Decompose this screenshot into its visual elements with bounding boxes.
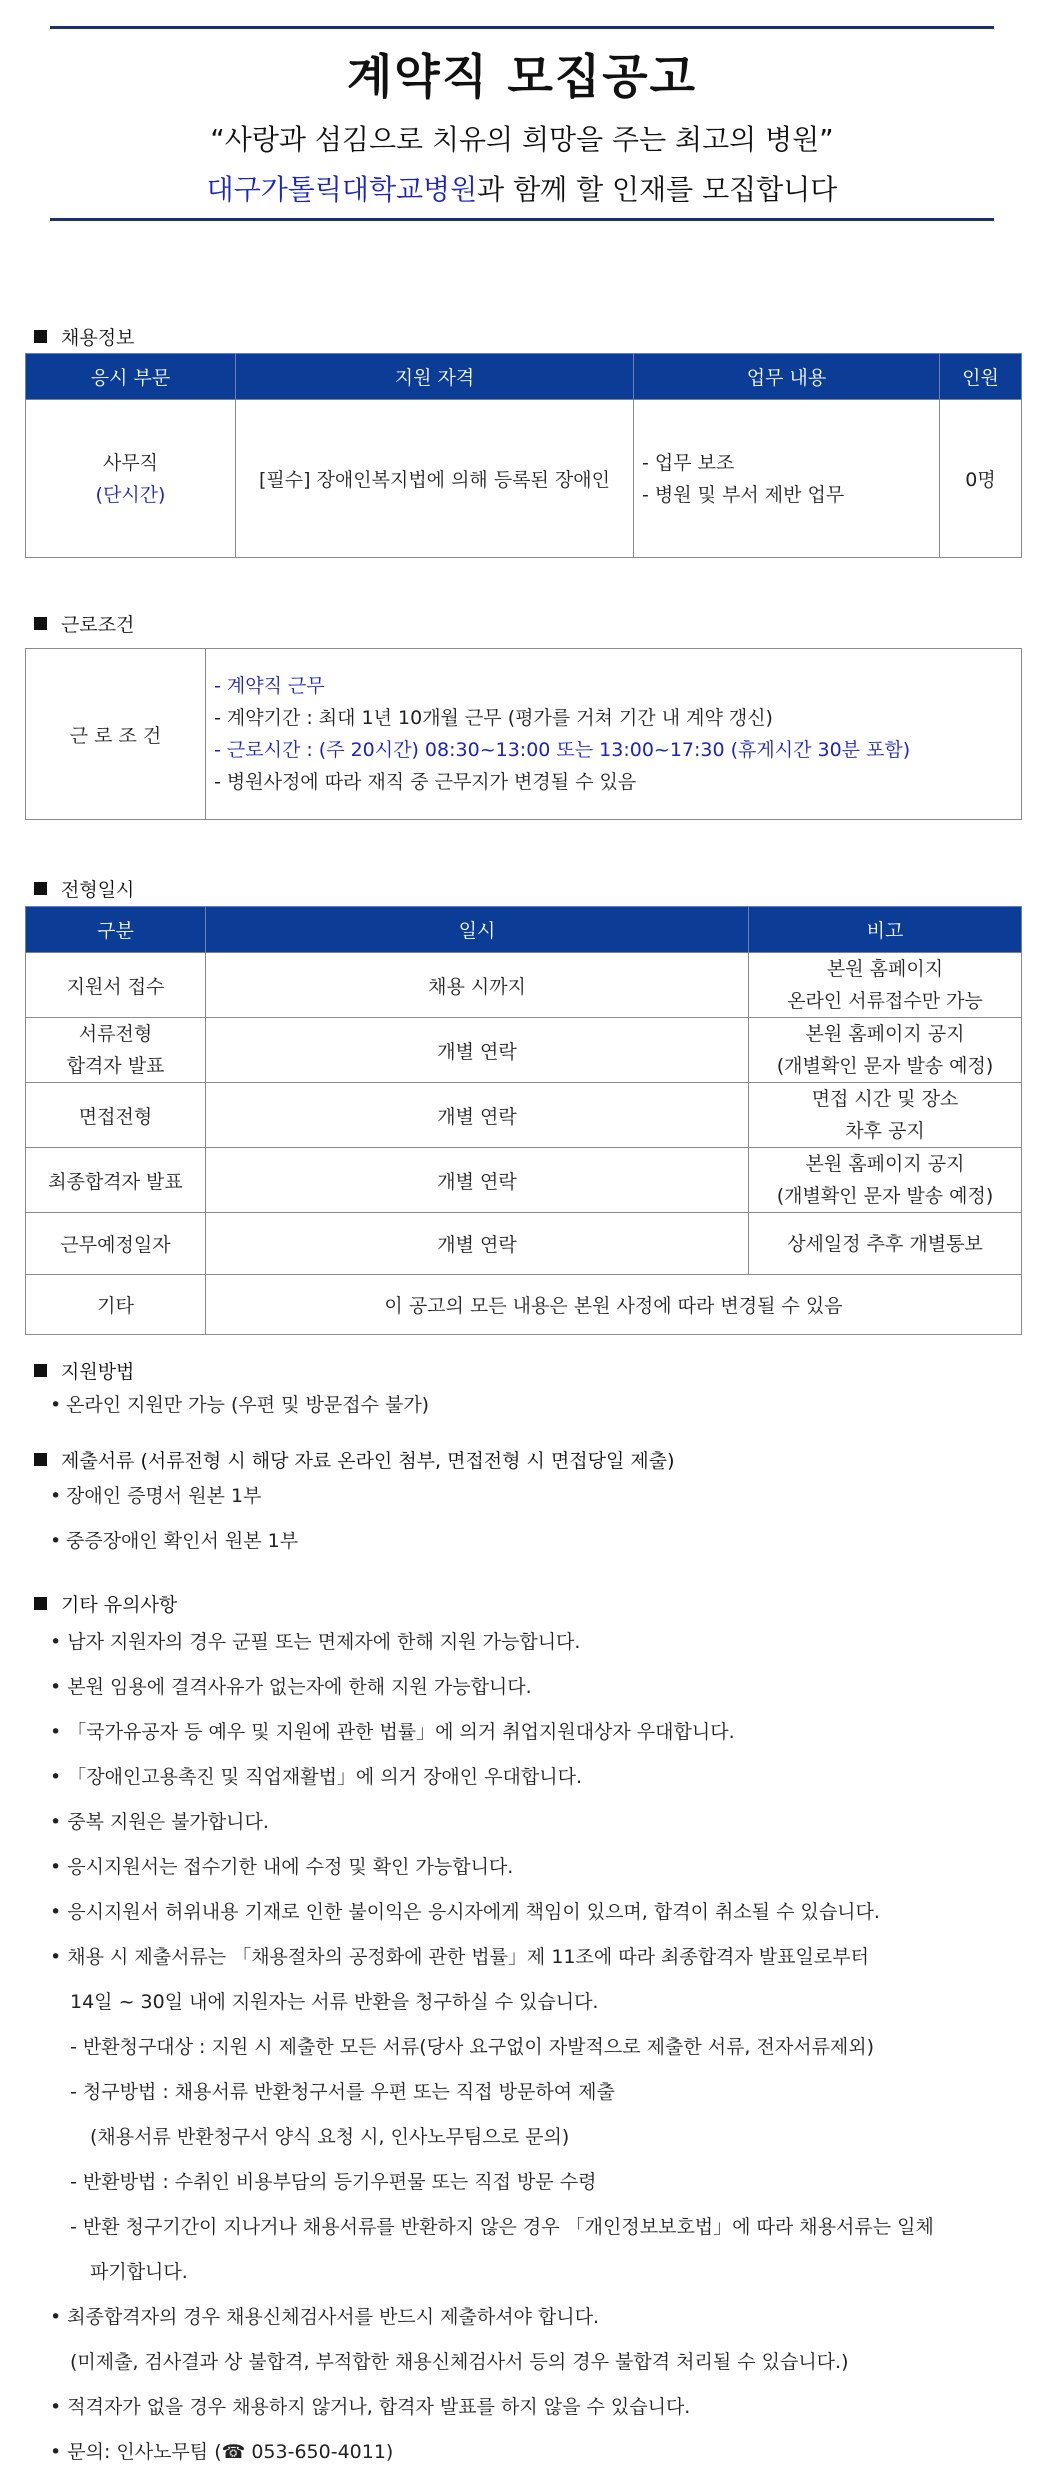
schedule-row [26,1018,1022,1083]
list-item-continuation: 14일 ~ 30일 내에 지원자는 서류 반환을 청구하실 수 있습니다. [70,1991,599,2013]
stage-line: 지원서 접수 [66,975,165,998]
schedule-stage [26,1213,206,1275]
duty-item: - 병원 및 부서 제반 업무 [642,483,845,506]
hospital-name: 대구가톨릭대학교병원 [206,173,478,206]
list-item: • 남자 지원자의 경우 군필 또는 면제자에 한해 지원 가능합니다. [50,1631,581,1653]
note-line: 본원 홈페이지 공지 [805,1023,965,1045]
schedule-row [26,1213,1022,1275]
schedule-date: 개별 연락 [206,1018,749,1083]
stage-line: 면접전형 [78,1105,153,1128]
schedule-note [749,1083,1022,1148]
schedule-row [26,953,1022,1018]
list-item: • 중증장애인 확인서 원본 1부 [50,1530,299,1552]
list-item-continuation: (미제출, 검사결과 상 불합격, 부적합한 채용신체검사서 등의 경우 불합격 처리될 수 있습니다.) [70,2351,849,2373]
schedule-col-header: 비고 [749,907,1022,953]
list-item: • 온라인 지원만 가능 (우편 및 방문접수 불가) [50,1394,430,1416]
condition-line: - 계약직 근무 [214,675,325,697]
list-item-text: 장애인 증명서 원본 1부 [66,1485,262,1507]
page-title: 계약직 모집공고 [346,50,698,105]
recruit-count-cell: 0명 [940,400,1022,558]
square-bullet-icon [34,1364,47,1377]
section-heading-notes [34,1590,177,1617]
condition-line: - 계약기간 : 최대 1년 10개월 근무 (평가를 거쳐 기간 내 계약 갱신) [214,707,773,729]
list-item: • 「장애인고용촉진 및 직업재활법」에 의거 장애인 우대합니다. [50,1766,582,1788]
header-bottom-rule [50,218,994,221]
section-heading-text: 채용정보 [61,327,135,349]
stage-line: 근무예정일자 [60,1234,171,1256]
recruit-col-header: 업무 내용 [634,354,940,400]
schedule-note [749,953,1022,1018]
list-item: • 본원 임용에 결격사유가 없는자에 한해 지원 가능합니다. [50,1676,532,1698]
recruit-table-header [26,354,1022,400]
tagline-rest: 과 함께 할 인재를 모집합니다 [477,173,838,206]
section-heading-documents [34,1446,675,1473]
section-heading-text: 전형일시 [61,879,135,901]
list-subitem: - 반환 청구기간이 지나거나 채용서류를 반환하지 않은 경우 「개인정보보호법」에 따라 채용서류는 일체 [70,2216,934,2238]
schedule-date: 채용 시까지 [206,953,749,1018]
list-item-text: 중증장애인 확인서 원본 1부 [66,1530,299,1552]
list-subitem: - 반환청구대상 : 지원 시 제출한 모든 서류(당사 요구없이 자발적으로 제출한 서류, 전자서류제외) [70,2036,875,2058]
list-item: • 최종합격자의 경우 채용신체검사서를 반드시 제출하셔야 합니다. [50,2306,600,2328]
hospital-slogan: “사랑과 섬김으로 치유의 희망을 주는 최고의 병원” [210,123,834,156]
square-bullet-icon [34,1597,47,1610]
conditions-table [25,648,1022,820]
schedule-col-header: 일시 [206,907,749,953]
section-heading-schedule [34,875,134,902]
list-subitem: - 청구방법 : 채용서류 반환청구서를 우편 또는 직접 방문하여 제출 [70,2081,615,2103]
dept-type: (단시간) [95,483,166,506]
condition-line: - 병원사정에 따라 재직 중 근무지가 변경될 수 있음 [214,771,637,793]
condition-line: - 근로시간 : (주 20시간) 08:30~13:00 또는 13:00~17:30 (휴게시간 30분 포함) [214,739,911,761]
header-top-rule [50,26,994,29]
list-item-continuation: (채용서류 반환청구서 양식 요청 시, 인사노무팀으로 문의) [90,2126,570,2148]
recruit-col-header: 응시 부문 [26,354,236,400]
note-line: 본원 홈페이지 공지 [805,1153,965,1175]
section-heading-text: 근로조건 [61,614,135,636]
list-item: • 「국가유공자 등 예우 및 지원에 관한 법률」에 의거 취업지원대상자 우대합니다. [50,1721,735,1743]
note-line: 차후 공지 [845,1120,925,1142]
recruit-table-row [26,400,1022,558]
note-line: (개별확인 문자 발송 예정) [776,1185,994,1207]
schedule-row-etc [26,1275,1022,1335]
recruit-col-header: 인원 [940,354,1022,400]
conditions-content-cell [206,649,1022,820]
schedule-date: 개별 연락 [206,1213,749,1275]
section-heading-text: 지원방법 [61,1361,135,1383]
note-line: 상세일정 추후 개별통보 [787,1232,983,1255]
section-heading-text: 기타 유의사항 [61,1594,178,1616]
list-item-continuation: 파기합니다. [90,2261,188,2283]
documents-list [50,1474,1010,1564]
list-item: • 장애인 증명서 원본 1부 [50,1485,262,1507]
list-item: • 중복 지원은 불가합니다. [50,1811,269,1833]
list-subitem: - 반환방법 : 수취인 비용부담의 등기우편물 또는 직접 방문 수령 [70,2171,597,2193]
list-item: • 적격자가 없을 경우 채용하지 않거나, 합격자 발표를 하지 않을 수 있습니다. [50,2396,691,2418]
schedule-stage [26,1148,206,1213]
list-item: • 응시지원서는 접수기한 내에 수정 및 확인 가능합니다. [50,1856,514,1878]
recruit-col-header: 지원 자격 [236,354,634,400]
schedule-date: 개별 연락 [206,1148,749,1213]
square-bullet-icon [34,882,47,895]
schedule-stage: 기타 [26,1275,206,1335]
stage-line: 서류전형 [78,1023,153,1045]
schedule-note [749,1148,1022,1213]
conditions-row [26,649,1022,820]
section-heading-text: 제출서류 (서류전형 시 해당 자료 온라인 첨부, 면접전형 시 면접당일 제출) [61,1450,675,1472]
schedule-table-header [26,907,1022,953]
duty-item: - 업무 보조 [642,451,735,474]
recruit-dept-cell [26,400,236,558]
note-line: (개별확인 문자 발송 예정) [776,1055,994,1077]
recruit-duty-cell [634,400,940,558]
stage-line: 합격자 발표 [66,1055,165,1077]
schedule-col-header: 구분 [26,907,206,953]
conditions-label-cell: 근 로 조 건 [26,649,206,820]
note-line: 본원 홈페이지 [826,958,944,980]
contact-item: • 문의: 인사노무팀 (☎ 053-650-4011) [50,2441,394,2463]
schedule-table [25,906,1022,1335]
recruit-table [25,353,1022,558]
square-bullet-icon [34,1453,47,1466]
notes-list [50,1620,1010,2475]
recruit-qualification-cell: [필수] 장애인복지법에 의해 등록된 장애인 [236,400,634,558]
section-heading-conditions [34,610,134,637]
apply-list [50,1383,1010,1428]
schedule-stage [26,953,206,1018]
list-item: • 채용 시 제출서류는 「채용절차의 공정화에 관한 법률」제 11조에 따라 최종합격자 발표일로부터 [50,1946,869,1968]
stage-line: 최종합격자 발표 [48,1170,183,1193]
section-heading-apply [34,1357,134,1384]
list-item-text: 온라인 지원만 가능 (우편 및 방문접수 불가) [66,1394,430,1416]
square-bullet-icon [34,330,47,343]
schedule-stage [26,1083,206,1148]
dept-name: 사무직 [102,451,159,474]
schedule-row [26,1148,1022,1213]
note-line: 면접 시간 및 장소 [811,1088,959,1110]
section-heading-recruit [34,323,134,350]
schedule-date: 개별 연락 [206,1083,749,1148]
square-bullet-icon [34,617,47,630]
schedule-note [749,1213,1022,1275]
note-line: 온라인 서류접수만 가능 [787,990,983,1012]
schedule-etc-note: 이 공고의 모든 내용은 본원 사정에 따라 변경될 수 있음 [206,1275,1022,1335]
list-item: • 응시지원서 허위내용 기재로 인한 불이익은 응시자에게 책임이 있으며, 합격이 취소될 수 있습니다. [50,1901,880,1923]
recruit-tagline [0,168,1044,208]
schedule-row [26,1083,1022,1148]
schedule-note [749,1018,1022,1083]
schedule-stage [26,1018,206,1083]
